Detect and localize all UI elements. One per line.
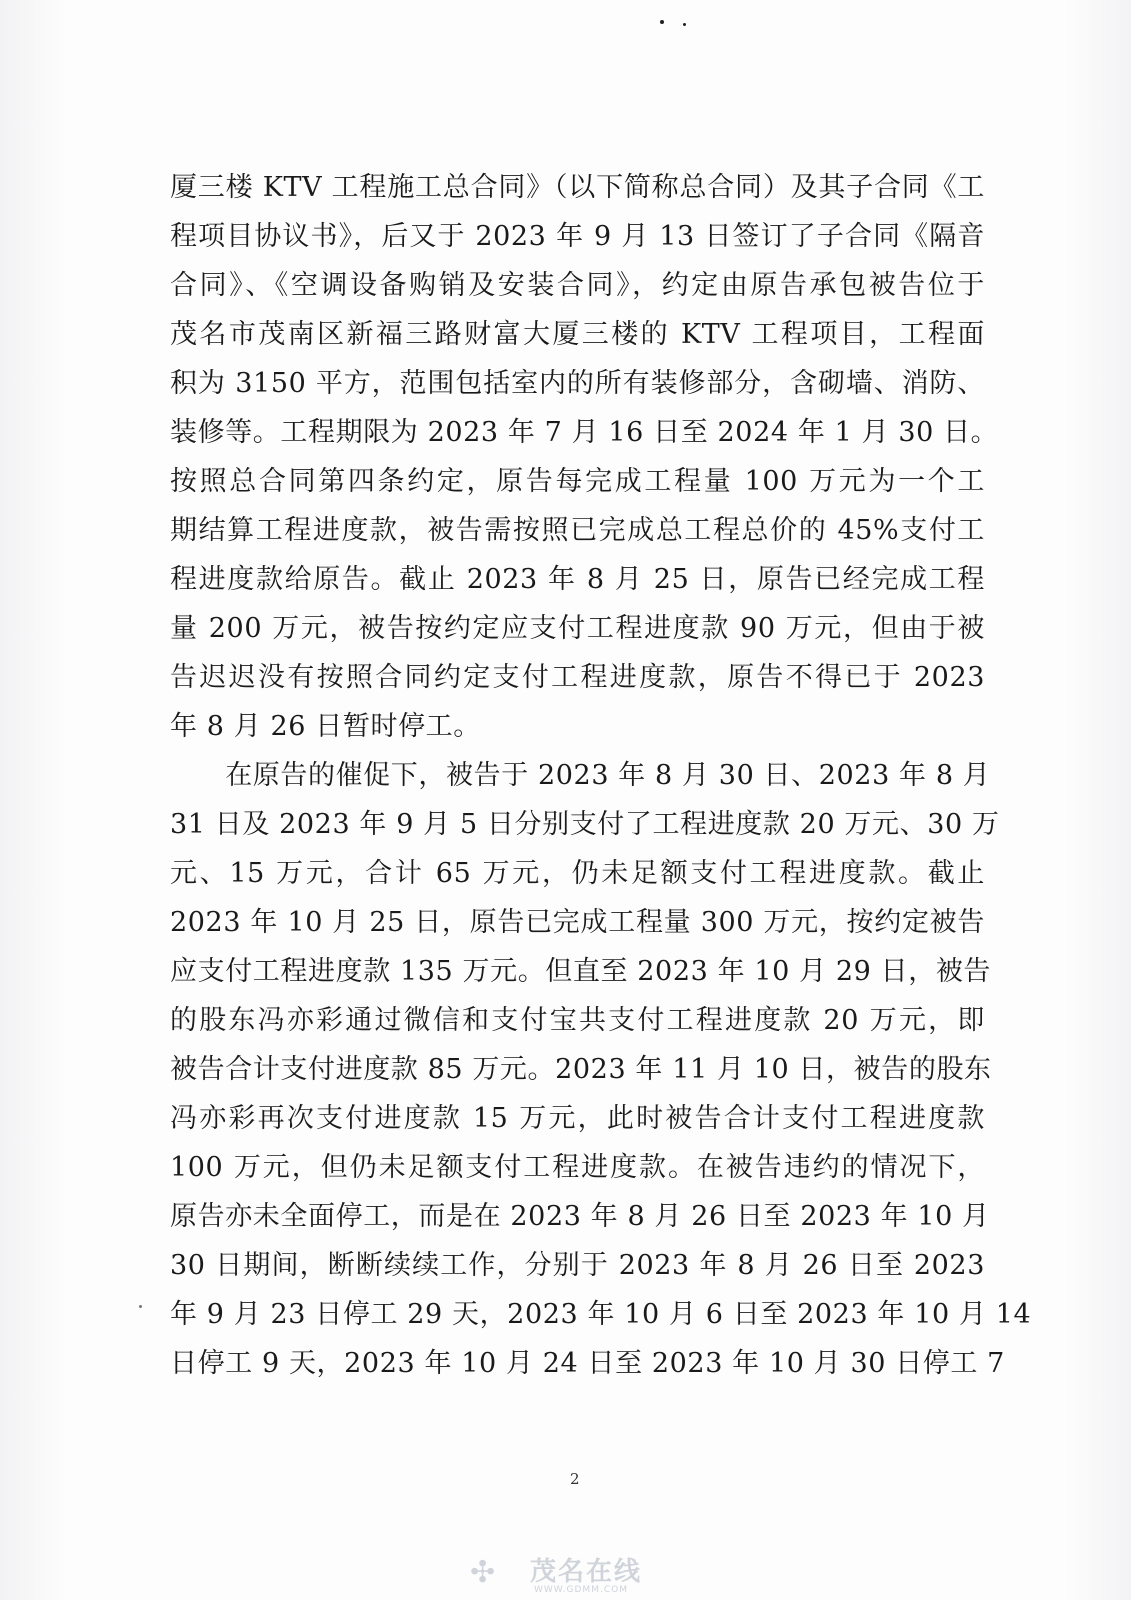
- text-line: 100 万元，但仍未足额支付工程进度款。在被告违约的情况下，: [170, 1152, 985, 1183]
- text-line: 30 日期间，断断续续工作，分别于 2023 年 8 月 26 日至 2023: [170, 1250, 985, 1281]
- text-line: 日停工 9 天，2023 年 10 月 24 日至 2023 年 10 月 30 日停工 7: [170, 1348, 1005, 1379]
- scan-speck: [139, 1305, 142, 1308]
- text-line: 被告合计支付进度款 85 万元。2023 年 11 月 10 日，被告的股东: [170, 1054, 992, 1085]
- text-line: 程进度款给原告。截止 2023 年 8 月 25 日，原告已经完成工程: [170, 564, 985, 595]
- scan-speck: [683, 23, 686, 26]
- text-line: 元、15 万元，合计 65 万元，仍未足额支付工程进度款。截止: [170, 858, 985, 889]
- text-line: 31 日及 2023 年 9 月 5 日分别支付了工程进度款 20 万元、30 万: [170, 809, 1000, 840]
- text-line: 的股东冯亦彩通过微信和支付宝共支付工程进度款 20 万元，即: [170, 1005, 985, 1036]
- text-line: 合同》、《空调设备购销及安装合同》，约定由原告承包被告位于: [170, 270, 985, 301]
- text-line: 2023 年 10 月 25 日，原告已完成工程量 300 万元，按约定被告: [170, 907, 985, 938]
- text-line: 告迟迟没有按照合同约定支付工程进度款，原告不得已于 2023: [170, 662, 985, 693]
- watermark-url: WWW.GDMM.COM: [534, 1585, 628, 1595]
- text-line: 按照总合同第四条约定，原告每完成工程量 100 万元为一个工: [170, 466, 985, 497]
- document-body: [170, 163, 1032, 1388]
- watermark-title: 茂名在线: [530, 1557, 643, 1587]
- text-line: 在原告的催促下，被告于 2023 年 8 月 30 日、2023 年 8 月: [170, 760, 991, 791]
- page-number: 2: [570, 1470, 580, 1488]
- text-line: 积为 3150 平方，范围包括室内的所有装修部分，含砌墙、消防、: [170, 368, 985, 399]
- watermark: [470, 1555, 680, 1595]
- text-line: 茂名市茂南区新福三路财富大厦三楼的 KTV 工程项目，工程面: [170, 319, 985, 350]
- text-line: 程项目协议书》，后又于 2023 年 9 月 13 日签订了子合同《隔音: [170, 221, 985, 252]
- text-line: 期结算工程进度款，被告需按照已完成总工程总价的 45%支付工: [170, 515, 985, 546]
- text-line: 原告亦未全面停工，而是在 2023 年 8 月 26 日至 2023 年 10 月: [170, 1201, 990, 1232]
- text-line: 年 8 月 26 日暂时停工。: [170, 711, 481, 742]
- text-line: 冯亦彩再次支付进度款 15 万元，此时被告合计支付工程进度款: [170, 1103, 985, 1134]
- text-line: 装修等。工程期限为 2023 年 7 月 16 日至 2024 年 1 月 30 日。: [170, 417, 999, 448]
- text-line: 量 200 万元，被告按约定应支付工程进度款 90 万元，但由于被: [170, 613, 985, 644]
- scan-speck: [660, 20, 664, 24]
- text-line: 年 9 月 23 日停工 29 天，2023 年 10 月 6 日至 2023 年 10 月 14: [170, 1299, 1032, 1330]
- watermark-logo-icon: ✣: [470, 1555, 496, 1590]
- text-line: 厦三楼 KTV 工程施工总合同》（以下简称总合同）及其子合同《工: [170, 172, 985, 203]
- text-line: 应支付工程进度款 135 万元。但直至 2023 年 10 月 29 日，被告: [170, 956, 992, 987]
